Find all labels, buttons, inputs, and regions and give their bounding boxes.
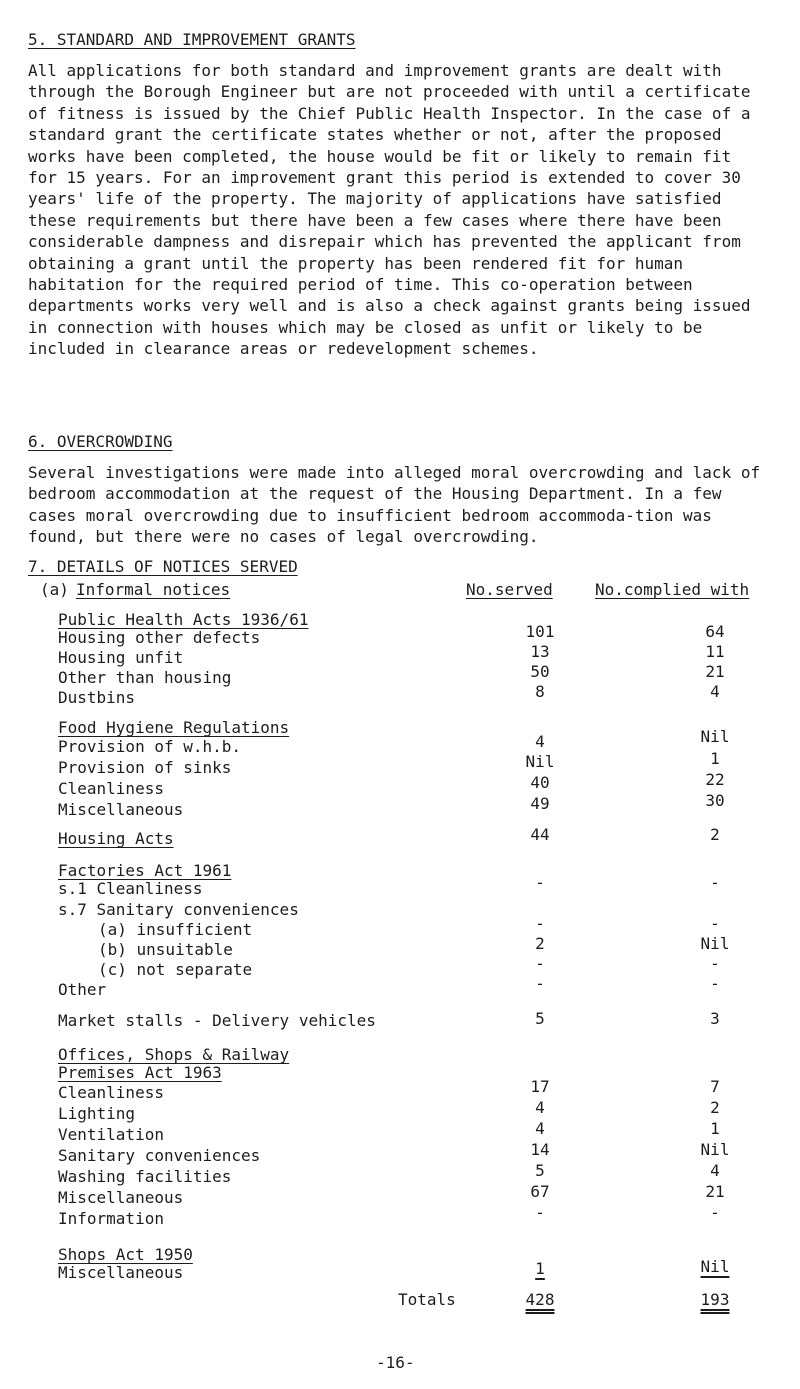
complied-value: 11 [705,642,725,661]
complied-value: 2 [710,825,720,844]
served-value: 101 [525,622,555,641]
row-label: Dustbins [58,688,136,707]
complied-value: 1 [710,749,720,768]
row-label: Cleanliness [58,779,164,798]
col-complied-header: No.complied with [595,580,750,599]
served-value: 4 [535,1119,545,1138]
row-label: Provision of sinks [58,758,232,777]
group-title: Shops Act 1950 [58,1245,193,1264]
section-6-heading [28,432,173,451]
row-label: Washing facilities [58,1167,232,1186]
served-value: 40 [530,773,550,792]
row-label: Housing unfit [58,648,184,667]
total-served: 428 [525,1290,555,1309]
row-label: Ventilation [58,1125,164,1144]
served-value: - [535,974,545,993]
group-title: Public Health Acts 1936/61 [58,610,309,629]
row-label: Cleanliness [58,1083,164,1102]
section-5-heading [28,30,356,49]
complied-value: Nil [700,934,730,953]
totals-label: Totals [398,1290,456,1309]
section-7-heading: 7. DETAILS OF NOTICES SERVED [28,557,298,576]
row-label: Lighting [58,1104,136,1123]
complied-value: - [710,954,720,973]
complied-value: 21 [705,662,725,681]
complied-value: Nil [700,1257,730,1276]
served-value: 44 [530,825,550,844]
complied-value: 30 [705,791,725,810]
served-value: 13 [530,642,550,661]
complied-value: - [710,1203,720,1222]
complied-value: 1 [710,1119,720,1138]
complied-value: 7 [710,1077,720,1096]
served-value: 67 [530,1182,550,1201]
complied-value: 4 [710,682,720,701]
group-title: Market stalls - Delivery vehicles [58,1011,376,1030]
served-value: - [535,954,545,973]
complied-value: 2 [710,1098,720,1117]
served-value: - [535,914,545,933]
served-value: Nil [525,752,555,771]
complied-value: - [710,974,720,993]
group-title-line-2: Premises Act 1963 [58,1063,222,1082]
row-label: (c) not separate [98,960,253,979]
served-value: 1 [535,1259,545,1278]
row-label: (b) unsuitable [98,940,233,959]
row-label: Other [58,980,107,999]
group-title: Housing Acts [58,829,174,848]
section-5-heading-text: 5. STANDARD AND IMPROVEMENT GRANTS [28,30,356,49]
group-title: Factories Act 1961 [58,861,232,880]
row-label: Provision of w.h.b. [58,737,242,756]
group-title: Food Hygiene Regulations [58,718,290,737]
served-value: 14 [530,1140,550,1159]
page-number: -16- [376,1353,415,1372]
informal-notices-heading: Informal notices [76,580,231,599]
row-label: (a) insufficient [98,920,253,939]
total-complied: 193 [700,1290,730,1309]
row-label: Other than housing [58,668,232,687]
served-value: 4 [535,1098,545,1117]
complied-value: 64 [705,622,725,641]
row-label: s.7 Sanitary conveniences [58,900,299,919]
complied-value: 3 [710,1009,720,1028]
served-value: 4 [535,732,545,751]
served-value: 8 [535,682,545,701]
served-value: - [535,873,545,892]
row-label: Miscellaneous [58,800,184,819]
complied-value: 21 [705,1182,725,1201]
complied-value: Nil [700,1140,730,1159]
row-label: Sanitary conveniences [58,1146,261,1165]
served-value: 2 [535,934,545,953]
row-label: Miscellaneous [58,1263,184,1282]
served-value: 49 [530,794,550,813]
complied-value: - [710,873,720,892]
row-label: Housing other defects [58,628,261,647]
served-value: - [535,1203,545,1222]
informal-notices-marker: (a) [40,580,69,599]
row-label: s.1 Cleanliness [58,879,203,898]
complied-value: Nil [700,727,730,746]
served-value: 5 [535,1161,545,1180]
row-label: Miscellaneous [58,1188,184,1207]
section-6-paragraph: Several investigations were made into alleged moral overcrowding and lack of bedroom accommodation at the request of the Housing Department. In a few cases moral overcrowding due to insufficient bedroom accommoda-tion was found, but there were no cases of legal overcrowding. [28,463,761,547]
section-5-paragraph: All applications for both standard and improvement grants are dealt with through the Borough Engineer but are not proceeded with until a certificate of fitness is issued by the Chief Public Health Inspector. In the case of a standard grant the certificate states whether or not, after the proposed works have been completed, the house would be fit or likely to remain fit for 15 years. For an improvement grant this period is extended to cover 30 years' life of the property. The majority of applications have satisfied these requirements but there have been a few cases where there have been considerable dampness and disrepair which has prevented the applicant from obtaining a grant until the property has been rendered fit for human habitation for the required period of time. This co-operation between departments works very well and is also a check against grants being issued in connection with houses which may be closed as unfit or likely to be included in clearance areas or redevelopment schemes. [28,61,751,359]
served-value: 50 [530,662,550,681]
complied-value: 22 [705,770,725,789]
complied-value: 4 [710,1161,720,1180]
group-title: Offices, Shops & Railway [58,1045,290,1064]
row-label: Information [58,1209,164,1228]
section-6-heading-text: 6. OVERCROWDING [28,432,173,451]
col-served-header: No.served [466,580,553,599]
complied-value: - [710,914,720,933]
served-value: 17 [530,1077,550,1096]
served-value: 5 [535,1009,545,1028]
